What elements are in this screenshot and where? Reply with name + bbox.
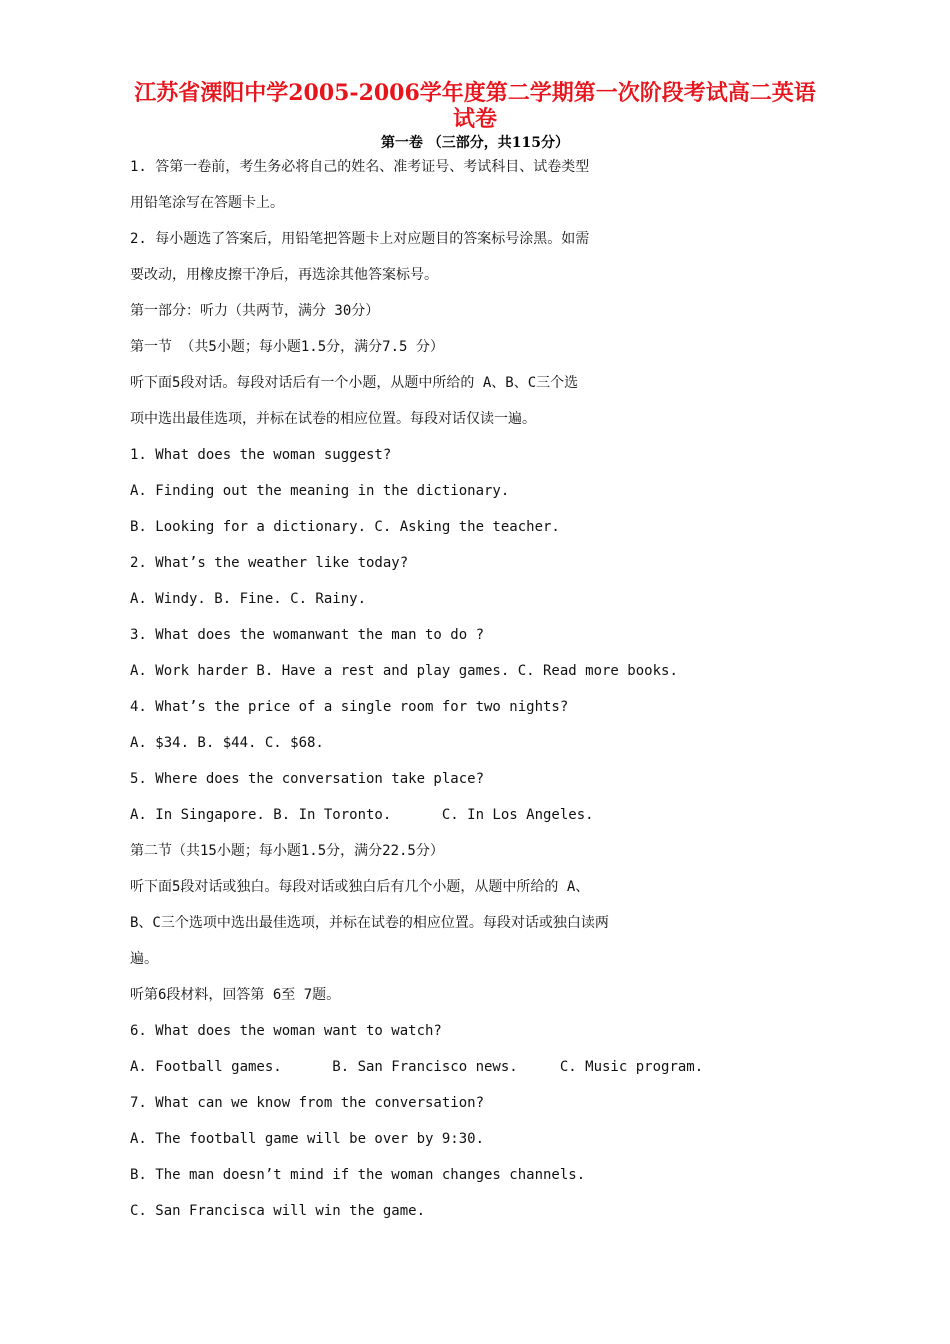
section-directions: 听下面5段对话。每段对话后有一个小题，从题中所给的 A、B、C三个选	[130, 375, 579, 391]
material-heading: 听第6段材料，回答第 6至 7题。	[130, 987, 341, 1003]
answer-options: A. $34. B. $44. C. $68.	[130, 735, 324, 751]
answer-options: A. Football games. B. San Francisco news. C. Music program.	[130, 1059, 704, 1075]
exam-title-line1: 江苏省溧阳中学2005-2006学年度第二学期第一次阶段考试高二英语	[134, 80, 816, 106]
answer-option: A. The football game will be over by 9:30.	[130, 1131, 485, 1147]
section-directions: 项中选出最佳选项，并标在试卷的相应位置。每段对话仅读一遍。	[130, 411, 536, 427]
answer-options: B. Looking for a dictionary. C. Asking the teacher.	[130, 519, 560, 535]
question-text: 7. What can we know from the conversation?	[130, 1095, 485, 1111]
instruction-line: 2. 每小题选了答案后，用铅笔把答题卡上对应题目的答案标号涂黑。如需	[130, 231, 590, 247]
answer-option: C. San Francisca will win the game.	[130, 1203, 426, 1219]
question-text: 1. What does the woman suggest?	[130, 447, 392, 463]
answer-options: A. In Singapore. B. In Toronto. C. In Los Angeles.	[130, 807, 594, 823]
answer-option: B. The man doesn’t mind if the woman changes channels.	[130, 1167, 586, 1183]
instruction-line: 1. 答第一卷前，考生务必将自己的姓名、准考证号、考试科目、试卷类型	[130, 159, 590, 175]
section-heading: 第一节 （共5小题；每小题1.5分，满分7.5 分）	[130, 339, 444, 355]
section-directions: 遍。	[130, 951, 158, 967]
question-text: 6. What does the woman want to watch?	[130, 1023, 442, 1039]
part-heading: 第一部分：听力（共两节，满分 30分）	[130, 303, 380, 319]
question-text: 2. What’s the weather like today?	[130, 555, 409, 571]
answer-options: A. Finding out the meaning in the dictionary.	[130, 483, 510, 499]
question-text: 3. What does the womanwant the man to do ?	[130, 627, 485, 643]
section-directions: 听下面5段对话或独白。每段对话或独白后有几个小题，从题中所给的 A、	[130, 879, 590, 895]
answer-options: A. Windy. B. Fine. C. Rainy.	[130, 591, 367, 607]
exam-title-line2: 试卷	[452, 106, 497, 132]
instruction-line: 用铅笔涂写在答题卡上。	[130, 195, 284, 211]
answer-options: A. Work harder B. Have a rest and play games. C. Read more books.	[130, 663, 678, 679]
instruction-line: 要改动，用橡皮擦干净后，再选涂其他答案标号。	[130, 267, 438, 283]
question-text: 5. Where does the conversation take place?	[130, 771, 485, 787]
section-directions: B、C三个选项中选出最佳选项，并标在试卷的相应位置。每段对话或独白读两	[130, 915, 609, 931]
section-subtitle: 第一卷 （三部分，共115分）	[380, 135, 570, 151]
section-heading: 第二节（共15小题；每小题1.5分，满分22.5分）	[130, 843, 444, 859]
question-text: 4. What’s the price of a single room for two nights?	[130, 699, 569, 715]
